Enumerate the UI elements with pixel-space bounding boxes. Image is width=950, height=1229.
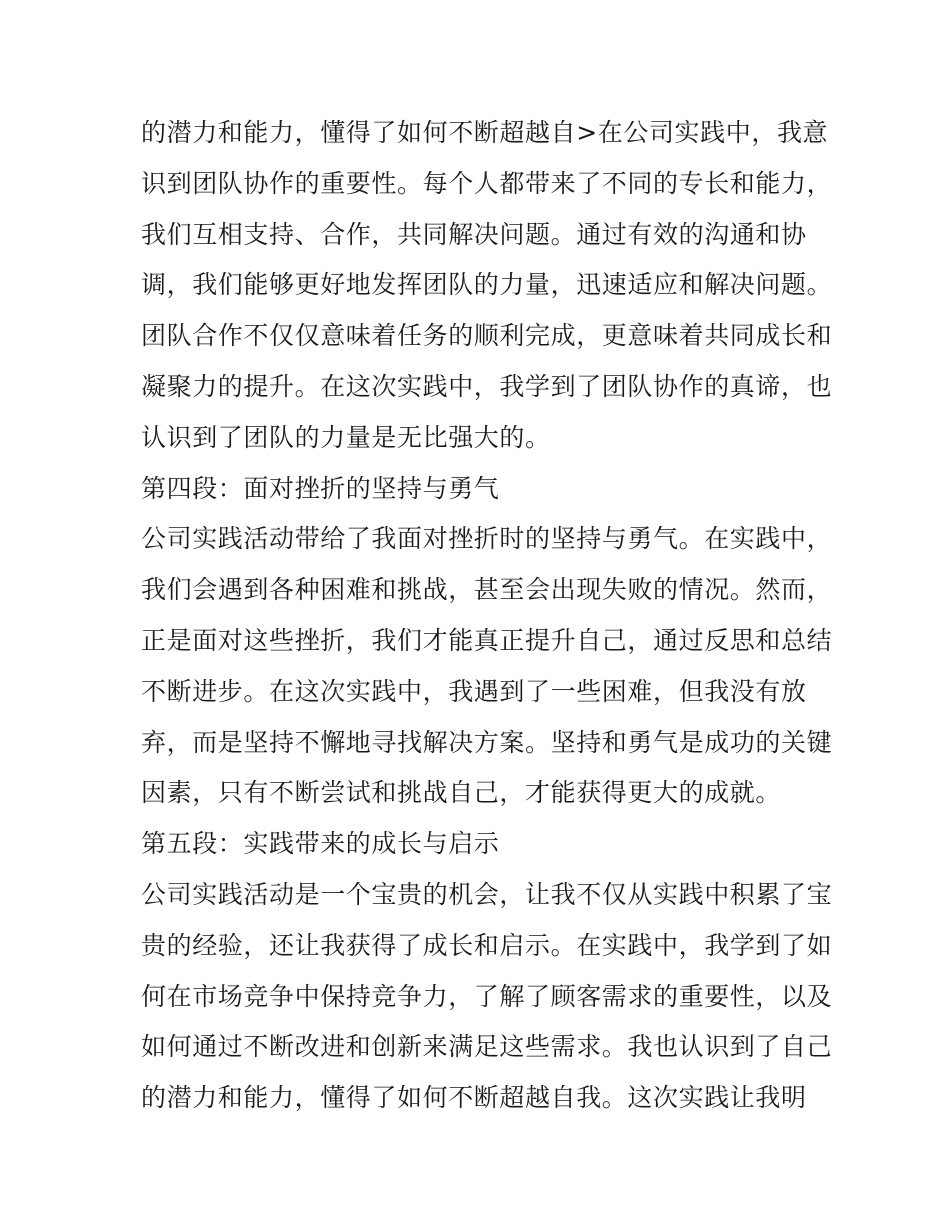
section-heading: 第四段：面对挫折的坚持与勇气 [141,473,500,503]
text-line: 贵的经验，还让我获得了成长和启示。在实践中，我学到了如 [141,930,833,960]
text-line: 的潜力和能力，懂得了如何不断超越自我。这次实践让我明 [141,1083,807,1113]
text-line: 弃，而是坚持不懈地寻找解决方案。坚持和勇气是成功的关键 [141,727,833,757]
text-line: 团队合作不仅仅意味着任务的顺利完成，更意味着共同成长和 [141,321,833,351]
text-line: 何在市场竞争中保持竞争力，了解了顾客需求的重要性，以及 [141,981,833,1011]
section-heading: 第五段：实践带来的成长与启示 [141,829,500,859]
text-line: 认识到了团队的力量是无比强大的。 [141,422,551,452]
document-body [141,108,833,1124]
text-line: 凝聚力的提升。在这次实践中，我学到了团队协作的真谛，也 [141,371,833,401]
text-line: 我们互相支持、合作，共同解决问题。通过有效的沟通和协 [141,219,807,249]
text-line: 正是面对这些挫折，我们才能真正提升自己，通过反思和总结 [141,625,833,655]
text-line: 我们会遇到各种困难和挑战，甚至会出现失败的情况。然而， [141,575,833,605]
text-line: 公司实践活动带给了我面对挫折时的坚持与勇气。在实践中， [141,524,833,554]
text-line: 如何通过不断改进和创新来满足这些需求。我也认识到了自己 [141,1032,833,1062]
text-line: 识到团队协作的重要性。每个人都带来了不同的专长和能力， [141,168,833,198]
text-line: 的潜力和能力，懂得了如何不断超越自>在公司实践中，我意 [141,118,829,147]
text-line: 不断进步。在这次实践中，我遇到了一些困难，但我没有放 [141,676,807,706]
text-line: 公司实践活动是一个宝贵的机会，让我不仅从实践中积累了宝 [141,879,833,909]
text-line: 调，我们能够更好地发挥团队的力量，迅速适应和解决问题。 [141,270,833,300]
text-line: 因素，只有不断尝试和挑战自己，才能获得更大的成就。 [141,778,782,808]
